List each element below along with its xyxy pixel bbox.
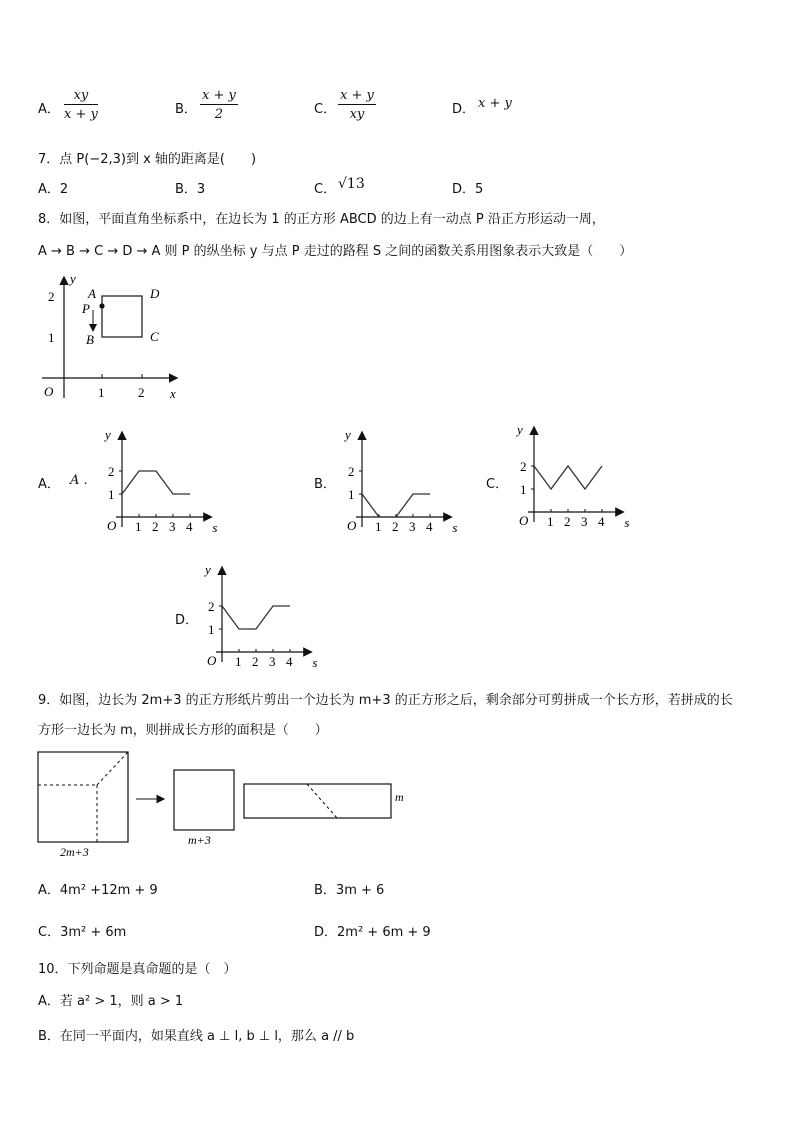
graph-label-y: y — [345, 427, 351, 442]
q6-option-b-label: B． — [175, 102, 197, 117]
q9-cut-line-diag — [97, 752, 128, 785]
q6-option-b-fraction — [200, 88, 238, 122]
graph-tick-x1: 1 — [375, 519, 382, 534]
q9-small-square — [174, 770, 234, 830]
q9-option-b: B．3m + 6 — [314, 883, 385, 898]
q9-big-square — [38, 752, 128, 842]
graph-tick-x4: 4 — [598, 514, 605, 529]
q8-graph-a — [100, 425, 225, 540]
graph-tick-x1: 1 — [135, 519, 142, 534]
graph-curve — [122, 471, 190, 494]
q6-a-numerator: xy — [64, 88, 98, 105]
graph-tick-x3: 3 — [581, 514, 588, 529]
graph-label-s: s — [452, 520, 458, 535]
graph-tick-y1: 1 — [108, 487, 115, 502]
graph-label-y: y — [105, 427, 111, 442]
graph-tick-x4: 4 — [186, 519, 193, 534]
fig-point-p — [99, 303, 104, 308]
q8-option-b-label: B． — [314, 477, 336, 492]
graph-tick-y2: 2 — [208, 599, 215, 614]
fig-label-p: P — [82, 301, 90, 316]
q9-label-big: 2m+3 — [60, 845, 89, 859]
graph-tick-y2: 2 — [108, 464, 115, 479]
q7-option-c-value: √13 — [338, 176, 365, 192]
q8-stem-line1: 8．如图，平面直角坐标系中，在边长为 1 的正方形 ABCD 的边上有一动点 P 沿正方形运动一周， — [38, 212, 605, 227]
graph-tick-x3: 3 — [269, 654, 276, 669]
graph-label-y: y — [517, 422, 523, 437]
fig-label-a: A — [88, 286, 96, 301]
graph-tick-x2: 2 — [564, 514, 571, 529]
q7-option-a: A．2 — [38, 182, 69, 197]
graph-label-o: O — [107, 518, 117, 533]
graph-tick-y1: 1 — [520, 482, 527, 497]
q8-graph-c — [512, 420, 647, 540]
fig-tick-y1: 1 — [48, 330, 55, 345]
q9-stem-line1: 9．如图，边长为 2m+3 的正方形纸片剪出一个边长为 m+3 的正方形之后，剩余部分可剪拼成一个长方形，若拼成的长 — [38, 693, 733, 708]
graph-tick-x3: 3 — [169, 519, 176, 534]
graph-tick-y1: 1 — [208, 622, 215, 637]
q9-label-rect: m — [395, 790, 404, 804]
graph-tick-x2: 2 — [252, 654, 259, 669]
q7-stem: 7．点 P(−2,3)到 x 轴的距离是( ) — [38, 152, 257, 167]
q10-stem: 10．下列命题是真命题的是（ ） — [38, 962, 237, 977]
fig-label-y: y — [70, 271, 76, 286]
q9-paper-figure — [30, 745, 420, 860]
graph-label-o: O — [347, 518, 357, 533]
fig-label-c: C — [150, 329, 159, 344]
graph-tick-y2: 2 — [520, 459, 527, 474]
q9-rectangle — [244, 784, 391, 818]
fig-square — [102, 296, 142, 337]
q9-rect-cut — [307, 784, 337, 818]
q8-option-c-label: C． — [486, 477, 509, 492]
q6-a-denominator: x + y — [64, 107, 98, 122]
graph-tick-x2: 2 — [152, 519, 159, 534]
q7-option-b: B．3 — [175, 182, 206, 197]
q8-graph-d — [200, 560, 335, 675]
fig-label-o: O — [44, 384, 54, 399]
graph-tick-y2: 2 — [348, 464, 355, 479]
q10-option-b: B．在同一平面内，如果直线 a ⊥ l, b ⊥ l，那么 a // b — [38, 1029, 355, 1044]
q7-option-c-label: C． — [314, 182, 337, 197]
q9-stem-line2: 方形一边长为 m，则拼成长方形的面积是（ ） — [38, 723, 328, 738]
q6-b-numerator: x + y — [202, 88, 236, 103]
graph-tick-x2: 2 — [392, 519, 399, 534]
fig-label-d: D — [150, 286, 160, 301]
q10-option-a: A．若 a² > 1，则 a > 1 — [38, 994, 184, 1009]
q8-graph-b — [340, 425, 475, 540]
fig-tick-x2: 2 — [138, 385, 145, 400]
q9-option-c: C．3m² + 6m — [38, 925, 127, 940]
graph-label-o: O — [519, 513, 529, 528]
graph-label-y: y — [205, 562, 211, 577]
q6-option-c-fraction — [338, 88, 376, 122]
q6-option-a-fraction — [64, 88, 98, 122]
graph-label-s: s — [312, 655, 318, 670]
q6-c-numerator: x + y — [340, 88, 374, 103]
graph-tick-y1: 1 — [348, 487, 355, 502]
q6-b-denominator: 2 — [214, 107, 224, 122]
graph-curve — [362, 494, 430, 517]
q6-c-denominator: xy — [349, 107, 365, 122]
graph-tick-x1: 1 — [547, 514, 554, 529]
q6-option-c-label: C． — [314, 102, 337, 117]
graph-tick-x3: 3 — [409, 519, 416, 534]
fig-label-x: x — [170, 386, 176, 401]
graph-label-o: O — [207, 653, 217, 668]
q9-label-small: m+3 — [188, 833, 211, 847]
graph-label-s: s — [624, 515, 630, 530]
q8-stem-line2: A → B → C → D → A 则 P 的纵坐标 y 与点 P 走过的路程 S 之间的函数关系用图象表示大致是（ ） — [38, 244, 633, 259]
graph-tick-x1: 1 — [235, 654, 242, 669]
q6-option-d-text: x + y — [478, 96, 512, 111]
q8-square-figure — [30, 270, 200, 410]
graph-curve — [222, 606, 290, 629]
fig-tick-y2: 2 — [48, 289, 55, 304]
q9-option-d: D．2m² + 6m + 9 — [314, 925, 431, 940]
q6-option-d-label: D． — [452, 102, 476, 117]
graph-tick-x4: 4 — [426, 519, 433, 534]
fig-label-b: B — [86, 332, 94, 347]
q7-option-d: D．5 — [452, 182, 484, 197]
q8-option-a-label: A． — [38, 477, 60, 492]
q9-option-a: A．4m² +12m + 9 — [38, 883, 158, 898]
graph-curve — [534, 466, 602, 489]
graph-label-s: s — [212, 520, 218, 535]
graph-tick-x4: 4 — [286, 654, 293, 669]
fig-tick-x1: 1 — [98, 385, 105, 400]
q8-option-a-extra: A . — [70, 473, 88, 488]
q8-option-d-label: D． — [175, 613, 199, 628]
q6-option-a-label: A． — [38, 102, 60, 117]
